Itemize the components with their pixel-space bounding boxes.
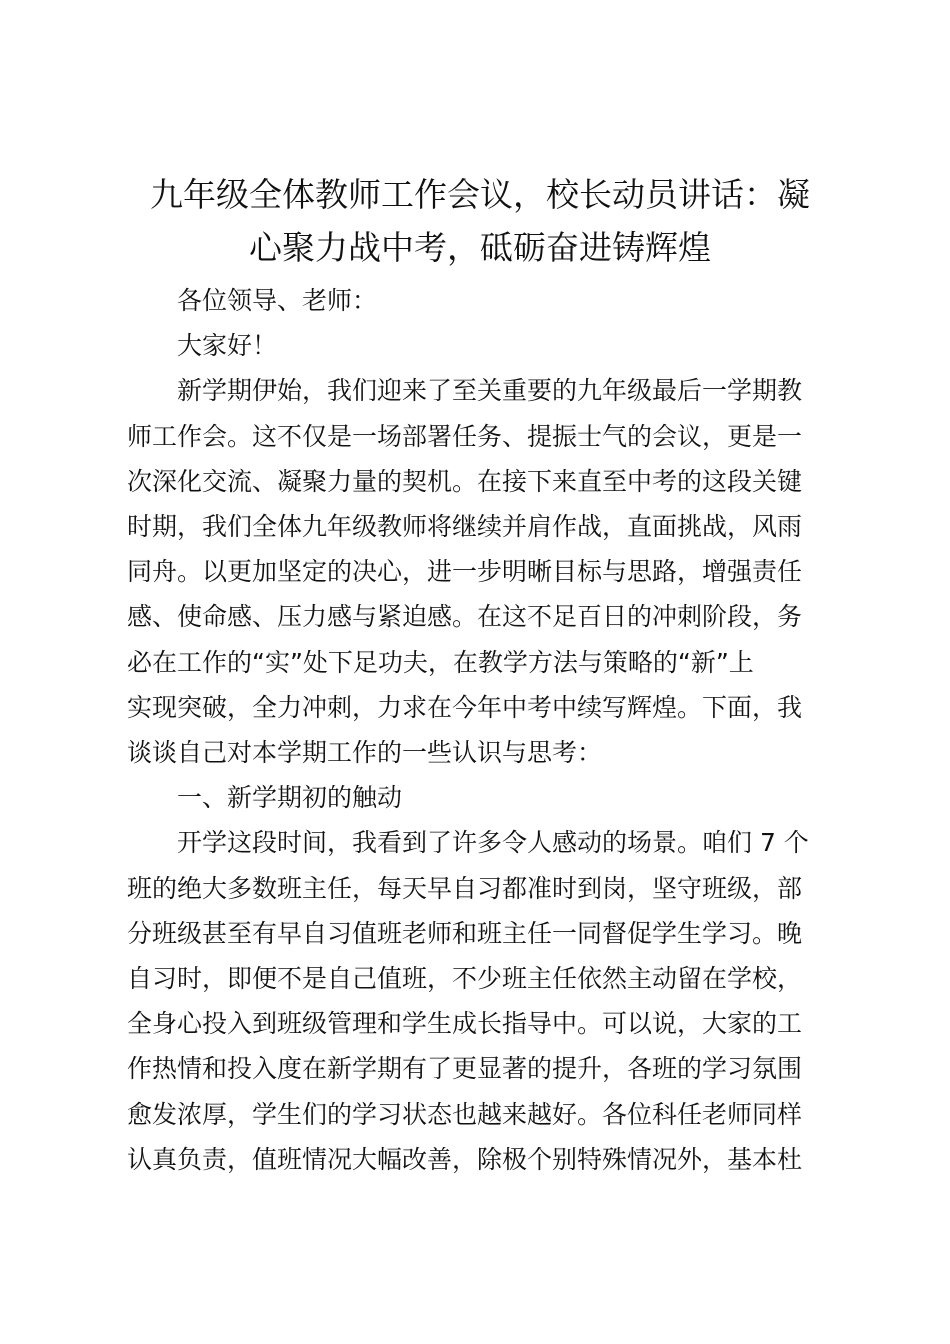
section-1-line: 认真负责，值班情况大幅改善，除极个别特殊情况外，基本杜 [127,1144,803,1174]
intro-paragraph [127,368,833,775]
intro-line: 师工作会。这不仅是一场部署任务、提振士气的会议，更是一 [127,421,803,451]
section-1-line: 全身心投入到班级管理和学生成长指导中。可以说，大家的工 [127,1009,803,1039]
section-1-paragraph [127,820,833,1182]
intro-line: 新学期伊始，我们迎来了至关重要的九年级最后一学期教 [177,376,803,406]
intro-line: 次深化交流、凝聚力量的契机。在接下来直至中考的这段关键 [127,466,803,496]
intro-line: 同舟。以更加坚定的决心，进一步明晰目标与思路，增强责任 [127,557,803,587]
intro-line: 实现突破，全力冲刺，力求在今年中考中续写辉煌。下面，我 [127,692,803,722]
section-heading [127,775,833,820]
section-1-line: 作热情和投入度在新学期有了更显著的提升，各班的学习氛围 [127,1054,803,1084]
intro-line: 谈谈自己对本学期工作的一些认识与思考： [127,738,603,768]
section-1-line: 班的绝大多数班主任，每天早自习都准时到岗，坚守班级，部 [127,873,803,903]
section-1-heading: 一、新学期初的触动 [177,783,403,813]
section-1-line: 愈发浓厚，学生们的学习状态也越来越好。各位科任老师同样 [127,1099,803,1129]
intro-line: 时期，我们全体九年级教师将继续并肩作战，直面挑战，风雨 [127,512,803,542]
section-1-line: 开学这段时间，我看到了许多令人感动的场景。咱们 7 个 [177,828,809,858]
section-1-line: 自习时，即便不是自己值班，不少班主任依然主动留在学校， [127,964,803,994]
intro-line: 感、使命感、压力感与紧迫感。在这不足百日的冲刺阶段，务 [127,602,803,632]
document-title [127,168,833,274]
title-line-1: 九年级全体教师工作会议，校长动员讲话：凝 [150,175,810,214]
salutation [127,278,833,323]
section-1-line: 分班级甚至有早自习值班老师和班主任一同督促学生学习。晚 [127,918,803,948]
document-page [127,168,833,1182]
title-line-2: 心聚力战中考，砥砺奋进铸辉煌 [249,228,711,267]
intro-line: 必在工作的“实”处下足功夫，在教学方法与策略的“新”上 [127,647,754,677]
greeting-text: 大家好！ [177,331,278,361]
greeting [127,323,833,368]
salutation-text: 各位领导、老师： [177,286,378,315]
